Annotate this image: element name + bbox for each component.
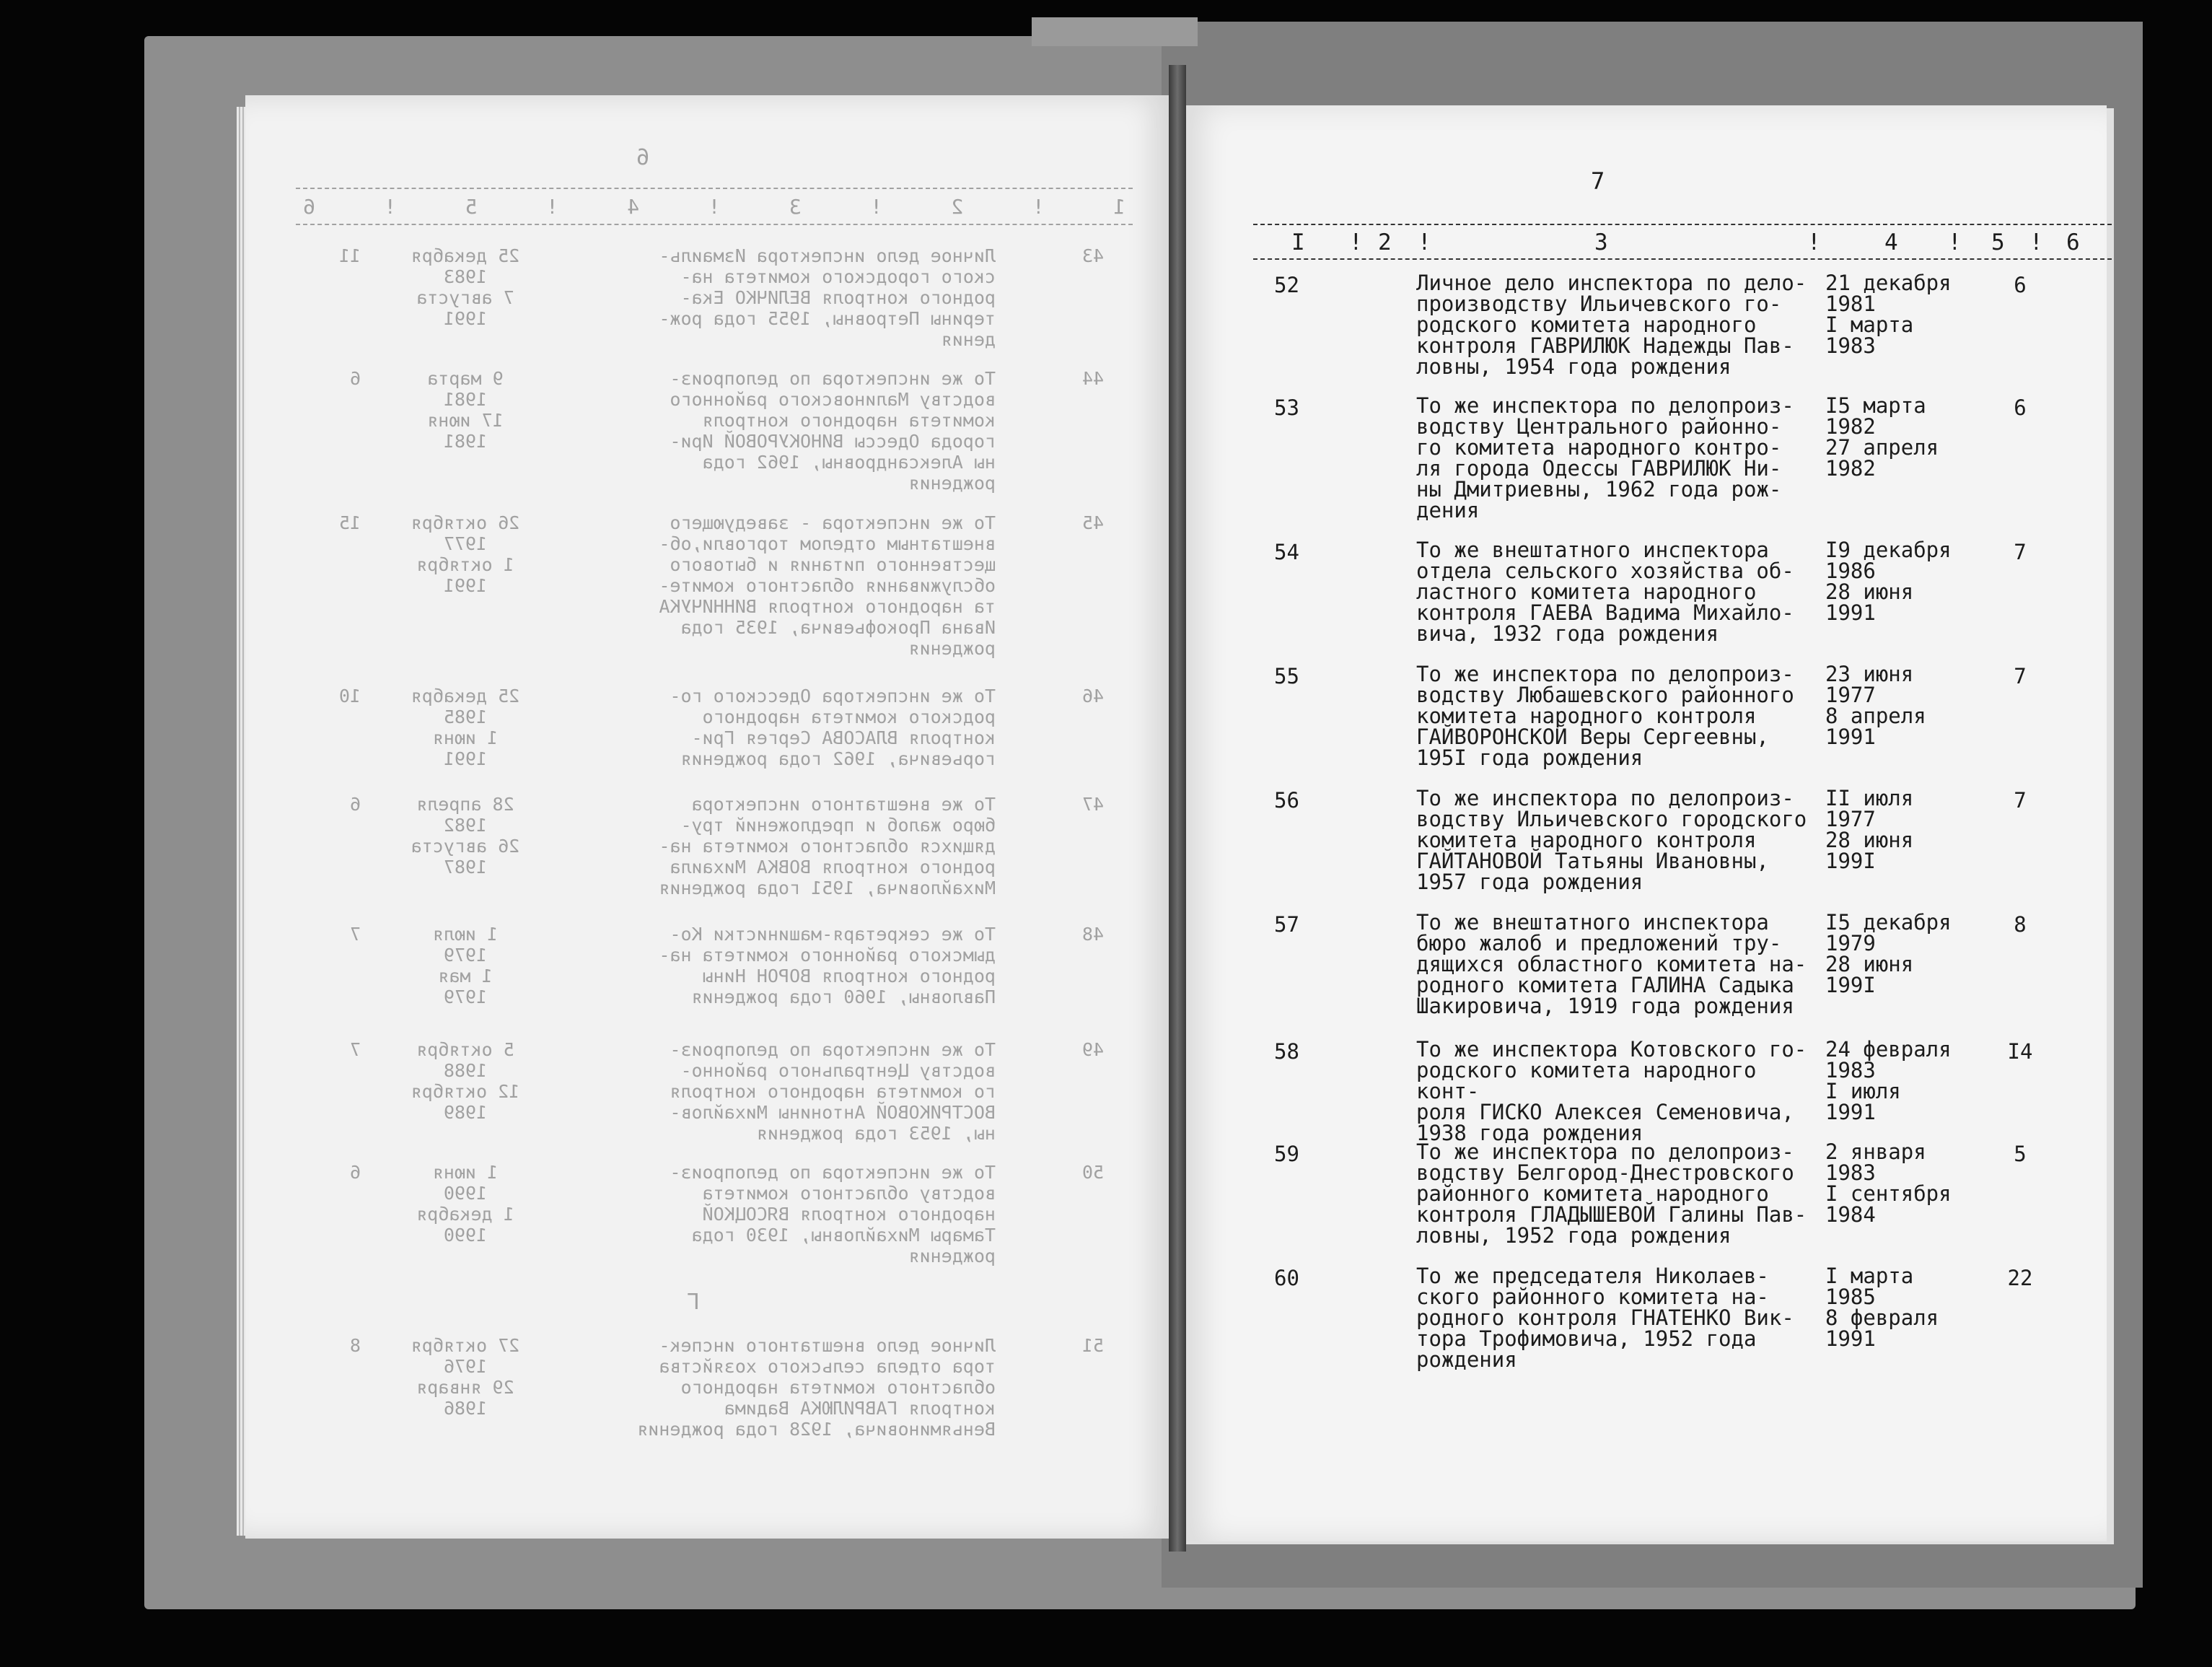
entry-dates: I5 марта 1982 27 апреля 1982: [1825, 393, 1939, 481]
left-column-header: 1 ! 2 ! 3 ! 4 ! 5 ! 6: [303, 195, 1125, 219]
column-separator: !: [1349, 229, 1363, 255]
right-page-number: 7: [1591, 167, 1605, 195]
column-separator: !: [1948, 229, 1962, 255]
entry-sheets: 7: [2014, 540, 2027, 564]
entry-number: 56: [1274, 788, 1299, 813]
left-page-bleedthrough: 6 1 ! 2 ! 3 ! 4 ! 5 ! 6 43 Личное дело инспектора Измаиль- ского городского комитета на- родного контроля ВЕЛИЧКО Ека- терины Петровны, 1955 года рож- дения 25 декабря 1983 7 августа 1991 11 44 То же инспектора по делопроиз- водству Малиновского районного комитета народного контроля города Одессы ВИНОКУРОВОЙ Ири- ны Александровны, 1962 года рождения 9 марта 1981 17 июня 1981 6 45 То же инспектора - заведующего внештатным отделом торговли,об- щественного питания и бытового обслуживания областного комите- та народного контроля ВИННИЧУКА Ивана Прокофьевича, 1935 года рождения 26 октября 1977 1 октября 1991 15 46 То же инспектора Одесского го- родского комитета народного контроля ВЛАСОВА Сергея Гри- горьевича, 1962 года рождения 25 декабря 1985 1 июня 1991 10 47 То же внештатного инспектора бюро жалоб и предложений тру- дящихся областного комитета на- родного контроля ВОВКА Михаила Михайловича, 1951 года рождения 28 апреля 1982 26 августа 1987 6 48 То же секретаря-машинистки Ко- дымского районного комитета на- родного контроля ВОРОН Нины Павловны, 1960 года рождения 1 июля 1979 1 мая 1979 7 49 То же инспектора по делопроиз- водству Центрального районно- го комитета народного контроля ВОСТРИКОВОЙ Антонины Михайлов- ны, 1953 года рождения 5 октября 1988 12 октября 1989 7 50 То же инспектора по делопроиз- водству областного комитета народного контроля ВЯСОЦКОЙ Тамары Михайловны, 1930 года рождения 1 июня 1990 1 декабря 1990 6 Г 51 Личное дело внештатного инспек- тора отдела сельского хозяйства областного комитета народного контроля ГАВРИЛЮКА Вадима Веньяминовича, 1928 года рождения 27 октября 1976 29 января 1986 8: [274, 137, 1154, 1508]
entry-description: То же председателя Николаев- ского районного комитета на- родного контроля ГНАТЕНКО Вик- тора Трофимовича, 1952 года рождения: [1416, 1264, 1794, 1372]
entry-number: 52: [1274, 273, 1299, 297]
header-dash-line: [1253, 258, 2112, 260]
entry-dates: 23 июня 1977 8 апреля 1991: [1825, 662, 1926, 749]
entry-dates: I5 декабря 1979 28 июня 199I: [1825, 910, 1952, 997]
entry-sheets: 6: [2014, 273, 2027, 297]
entry-description: То же инспектора по делопроиз- водству Белгород-Днестровского районного комитета народного контроля ГЛАДЫШЕВОЙ Галины Пав- ловны, 1952 года рождения: [1416, 1139, 1807, 1248]
entry-dates: 2 января 1983 I сентября 1984: [1825, 1139, 1952, 1227]
section-letter: Г: [686, 1290, 700, 1315]
book-gutter: [1169, 65, 1186, 1552]
entry-dates: 24 февраля 1983 I июля 1991: [1825, 1037, 1952, 1124]
entry-description: То же инспектора по делопроиз- водству Любашевского районного комитета народного контроля ГАЙВОРОНСКОЙ Веры Сергеевны, 195I года рождения: [1416, 662, 1794, 770]
entry-sheets: 22: [2007, 1266, 2033, 1290]
header-dash-line: [296, 224, 1133, 225]
column-header-3: 3: [1594, 229, 1608, 255]
entry-sheets: I4: [2007, 1039, 2033, 1064]
entry-description: Личное дело инспектора по дело- производству Ильичевского го- родского комитета народного контроля ГАВРИЛЮК Надежды Пав- ловны, 1954 года рождения: [1416, 271, 1807, 379]
column-header-2: 2: [1378, 229, 1392, 255]
entry-dates: II июля 1977 28 июня 199I: [1825, 786, 1914, 873]
column-header-6: 6: [2066, 229, 2080, 255]
column-separator: !: [1807, 229, 1821, 255]
header-dash-line: [1253, 224, 2112, 225]
column-header-4: 4: [1884, 229, 1898, 255]
column-separator: !: [1418, 229, 1431, 255]
entry-description: То же инспектора Котовского го- родского комитета народного конт- роля ГИСКО Алексея Семеновича, 1938 года рождения: [1416, 1037, 1807, 1145]
entry-number: 55: [1274, 664, 1299, 688]
entry-description: То же внештатного инспектора отдела сельского хозяйства об- ластного комитета народного контроля ГАЕВА Вадима Михайло- вича, 1932 года рождения: [1416, 538, 1794, 646]
entry-description: То же внештатного инспектора бюро жалоб и предложений тру- дящихся областного комитета на- родного комитета ГАЛИНА Садыка Шакировича, 1919 года рождения: [1416, 910, 1807, 1018]
header-dash-line: [296, 188, 1133, 189]
entry-number: 59: [1274, 1142, 1299, 1166]
entry-number: 54: [1274, 540, 1299, 564]
entry-number: 53: [1274, 395, 1299, 420]
entry-number: 57: [1274, 912, 1299, 937]
column-separator: !: [2029, 229, 2043, 255]
entry-number: 58: [1274, 1039, 1299, 1064]
entry-sheets: 7: [2014, 664, 2027, 688]
entry-dates: I9 декабря 1986 28 июня 1991: [1825, 538, 1952, 625]
entry-sheets: 7: [2014, 788, 2027, 813]
entry-sheets: 5: [2014, 1142, 2027, 1166]
entry-dates: I марта 1985 8 февраля 1991: [1825, 1264, 1939, 1351]
column-header-5: 5: [1991, 229, 2005, 255]
binder-tab: [1032, 17, 1198, 46]
entry-number: 60: [1274, 1266, 1299, 1290]
entry-sheets: 8: [2014, 912, 2027, 937]
entry-dates: 21 декабря 1981 I марта 1983: [1825, 271, 1952, 358]
left-page-number: 6: [636, 145, 649, 170]
entry-description: То же инспектора по делопроиз- водству Центрального районно- го комитета народного контро- ля города Одессы ГАВРИЛЮК Ни- ны Дмитриевны, 1962 года рож- дения: [1416, 393, 1794, 522]
entry-description: То же инспектора по делопроиз- водству Ильичевского городского комитета народного контроля ГАЙТАНОВОЙ Татьяны Ивановны, 1957 года рождения: [1416, 786, 1807, 894]
column-header-1: I: [1291, 229, 1305, 255]
entry-sheets: 6: [2014, 395, 2027, 420]
